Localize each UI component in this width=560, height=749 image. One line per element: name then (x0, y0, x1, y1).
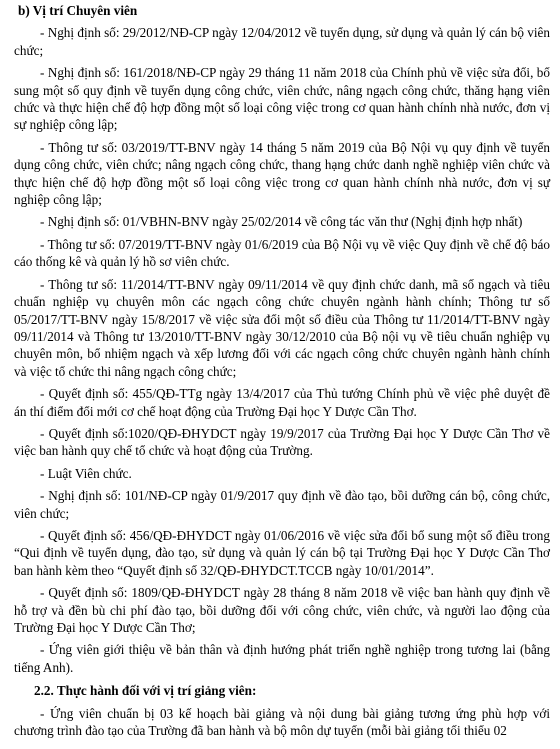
list-item: - Luật Viên chức. (40, 465, 132, 481)
list-item: - Thông tư số: 03/2019/TT-BNV ngày 14 tháng 5 năm 2019 của Bộ Nội vụ quy định về tuyển dụng công chức, viên chức; nâng ngạch công chức, thang hạng chức danh nghề nghiệp viên chức và thực hiện chế độ hợp đồng một số loại công việc trong cơ quan hành chính nhà nước, đơn vị sự nghiệp công lập; (14, 139, 550, 208)
list-item: - Nghị định số: 101/NĐ-CP ngày 01/9/2017 quy định về đào tạo, bồi dưỡng cán bộ, công chức, viên chức; (14, 488, 550, 521)
list-item: - Nghị định số: 161/2018/NĐ-CP ngày 29 tháng 11 năm 2018 của Chính phủ về việc sửa đổi, bổ sung một số quy định về tuyển dụng công chức, viên chức, nâng ngạch công chức, thăng hạng viên chức và thực hiện chế độ hợp đồng một số loại công việc trong cơ quan hành chính nhà nước, đơn vị sự nghiệp công lập; (14, 65, 550, 133)
list-item: - Ứng viên giới thiệu về bản thân và định hướng phát triển nghề nghiệp trong tương lai (bằng tiếng Anh). (14, 642, 550, 675)
list-item: - Nghị định số: 01/VBHN-BNV ngày 25/02/2014 về công tác văn thư (Nghị định hợp nhất) (40, 214, 523, 230)
list-item: - Quyết định số:1020/QĐ-ĐHYDCT ngày 19/9/2017 của Trường Đại học Y Dược Cần Thơ về việc ban hành quy chế tổ chức và hoạt động của Trường. (14, 425, 550, 459)
list-item: - Thông tư số: 07/2019/TT-BNV ngày 01/6/2019 của Bộ Nội vụ về việc Quy định về chế độ báo cáo thống kê và quản lý hồ sơ viên chức. (14, 236, 550, 270)
section-heading: b) Vị trí Chuyên viên (18, 3, 138, 18)
list-item: - Quyết định số: 455/QĐ-TTg ngày 13/4/2017 của Thủ tướng Chính phủ về việc phê duyệt đề án thí điểm đổi mới cơ chế hoạt động của Trường Đại học Y Dược Cần Thơ. (14, 386, 550, 419)
list-item: - Ứng viên chuẩn bị 03 kế hoạch bài giảng và nội dung bài giảng tương ứng phù hợp với chương trình đào tạo của Trường đã ban hành và bộ môn dự tuyển (mỗi bài giảng tối thiểu 02 (14, 705, 550, 739)
list-item: - Nghị định số: 29/2012/NĐ-CP ngày 12/04/2012 về tuyển dụng, sử dụng và quản lý cán bộ viên chức; (14, 25, 550, 58)
subsection-heading: 2.2. Thực hành đối với vị trí giảng viên: (34, 683, 257, 699)
list-item: - Thông tư số: 11/2014/TT-BNV ngày 09/11/2014 về quy định chức danh, mã số ngạch và tiêu chuẩn nghiệp vụ chuyên môn các ngạch công chức chuyên ngành hành chính; Thông tư số 05/2017/TT-BNV ngày 15/8/2017 về việc sửa đổi một số điều của Thông tư 11/2014/TT-BNV ngày 09/11/2014 và Thông tư 13/2010/TT-BNV ngày 30/12/2010 của Bộ nội vụ về tiêu chuẩn nghiệp vụ chuyên môn, bổ nhiệm ngạch và xếp lương đối với các ngạch công chức chuyên ngành hành chính và việc tổ chức thi nâng ngạch công chức; (14, 276, 550, 379)
list-item: - Quyết định số: 456/QĐ-ĐHYDCT ngày 01/06/2016 về việc sửa đổi bổ sung một số điều trong “Qui định về tuyển dụng, đào tạo, sử dụng và quản lý cán bộ tại Trường Đại học Y Dược Cần Thơ ban hành kèm theo “Quyết định số 32/QĐ-ĐHYDCT.TCCB ngày 10/01/2014”. (14, 527, 550, 578)
list-item: - Quyết định số: 1809/QĐ-ĐHYDCT ngày 28 tháng 8 năm 2018 về việc ban hành quy định về hỗ trợ và đền bù chi phí đào tạo, bồi dưỡng đối với công chức, viên chức, và người lao động của Trường Đại học Y Dược Cần Thơ; (14, 585, 550, 635)
